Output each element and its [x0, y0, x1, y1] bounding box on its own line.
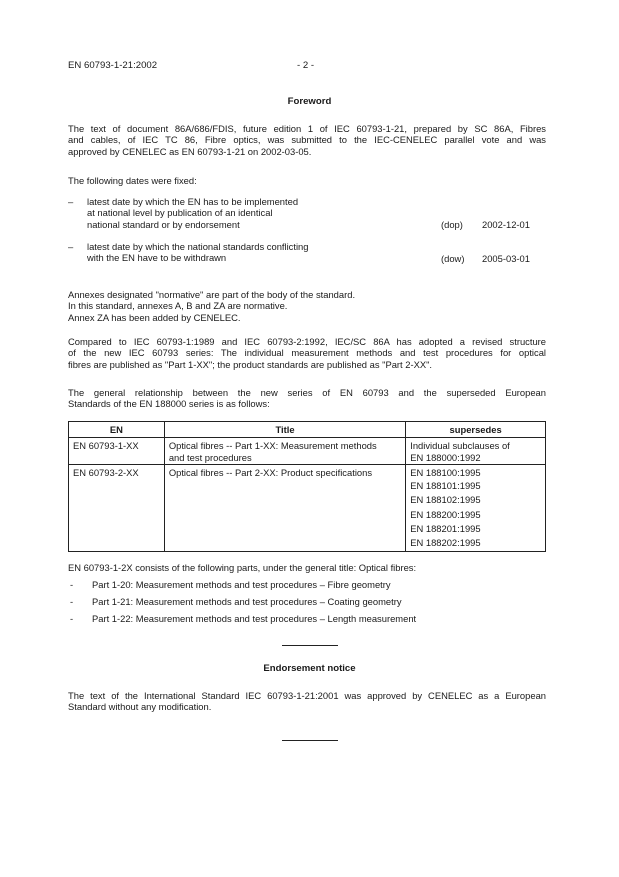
- text-line: In this standard, annexes A, B and ZA are normative.: [68, 300, 288, 312]
- table-row: [69, 465, 546, 552]
- text-line: latest date by which the national standards conflicting: [87, 241, 309, 252]
- text-line: national standard or by endorsement: [87, 218, 240, 230]
- text-line: The general relationship between the new series of EN 60793 and the superseded European: [68, 387, 546, 398]
- text-line: fibres are published as "Part 1-XX"; the product standards are published as "Part 2-XX".: [68, 358, 433, 370]
- endorsement-heading: Endorsement notice: [263, 663, 356, 674]
- text-line: Standard without any modification.: [68, 701, 212, 713]
- dash-bullet: -: [70, 596, 74, 607]
- page-number: - 2 -: [297, 60, 315, 71]
- date-item-dow-text: [87, 241, 309, 264]
- parts-intro: EN 60793-1-2X consists of the following parts, under the general title: Optical fibres:: [68, 562, 417, 573]
- text-line: approved by CENELEC as EN 60793-1-21 on 2002-03-05.: [68, 145, 312, 157]
- relationship-table: [68, 421, 546, 552]
- text-line: latest date by which the EN has to be implemented: [87, 196, 299, 207]
- table-row: [69, 438, 546, 465]
- superseded-standard: EN 188200:1995: [410, 508, 481, 520]
- superseded-standard: EN 188100:1995: [410, 467, 481, 479]
- text-line: The text of document 86A/686/FDIS, future edition 1 of IEC 60793-1-21, prepared by SC 86A, Fibres: [68, 123, 546, 134]
- column-header-title: Title: [164, 422, 405, 438]
- text-line: The text of the International Standard IEC 60793-1-21:2001 was approved by CENELEC as a European: [68, 690, 546, 701]
- text-line: Optical fibres -- Part 2-XX: Product specifications: [168, 467, 373, 479]
- text-line: Individual subclauses of: [410, 440, 510, 452]
- text-line: and cables, of IEC TC 86, Fibre optics, was submitted to the IEC-CENELEC parallel vote and was: [68, 134, 546, 146]
- parts-list-item: Part 1-20: Measurement methods and test procedures – Fibre geometry: [92, 579, 391, 590]
- cell-en: EN 60793-1-XX: [69, 438, 165, 465]
- cell-title: [164, 465, 405, 552]
- text-line: Annexes designated "normative" are part of the body of the standard.: [68, 289, 356, 300]
- dates-intro: The following dates were fixed:: [68, 175, 197, 186]
- superseded-standard: EN 188201:1995: [410, 522, 481, 534]
- text-line: Optical fibres -- Part 1-XX: Measurement methods: [168, 440, 377, 452]
- endorsement-paragraph: [68, 690, 546, 713]
- annex-paragraph: [68, 289, 546, 323]
- document-id: EN 60793-1-21:2002: [68, 60, 158, 71]
- foreword-intro-paragraph: [68, 123, 546, 157]
- text-line: Standards of the EN 188000 series is as follows:: [68, 398, 270, 410]
- foreword-heading: Foreword: [287, 96, 332, 107]
- superseded-standard: EN 188202:1995: [410, 536, 481, 548]
- text-line: with the EN have to be withdrawn: [87, 252, 227, 264]
- dash-bullet: –: [68, 241, 74, 252]
- text-line: at national level by publication of an identical: [87, 207, 273, 219]
- text-line: Compared to IEC 60793-1:1989 and IEC 60793-2:1992, IEC/SC 86A has adopted a revised structure: [68, 336, 546, 347]
- parts-list-item: Part 1-21: Measurement methods and test procedures – Coating geometry: [92, 596, 402, 607]
- date-code-dop: (dop): [441, 219, 463, 230]
- date-item-dop-text: [87, 196, 298, 230]
- date-value-dow: 2005-03-01: [482, 253, 530, 264]
- cell-supersedes: [406, 465, 546, 552]
- column-header-en: EN: [69, 422, 165, 438]
- superseded-standard: EN 188101:1995: [410, 480, 481, 492]
- text-line: EN 188000:1992: [410, 451, 481, 463]
- text-line: Annex ZA has been added by CENELEC.: [68, 311, 241, 323]
- relationship-paragraph: [68, 387, 546, 410]
- table-header-row: [69, 422, 546, 438]
- compared-paragraph: [68, 336, 546, 370]
- cell-supersedes: [406, 438, 546, 465]
- dash-bullet: –: [68, 196, 74, 207]
- date-code-dow: (dow): [441, 253, 465, 264]
- date-value-dop: 2002-12-01: [482, 219, 530, 230]
- parts-list-item: Part 1-22: Measurement methods and test procedures – Length measurement: [92, 613, 417, 624]
- dash-bullet: -: [70, 613, 74, 624]
- column-header-supersedes: supersedes: [406, 422, 546, 438]
- text-line: and test procedures: [168, 451, 252, 463]
- dash-bullet: -: [70, 579, 74, 590]
- text-line: of the new IEC 60793 series: The individual measurement methods and test procedures for optical: [68, 347, 546, 359]
- separator-rule: [282, 740, 338, 741]
- cell-en: EN 60793-2-XX: [69, 465, 165, 552]
- separator-rule: [282, 645, 338, 646]
- superseded-standard: EN 188102:1995: [410, 494, 481, 506]
- cell-title: [164, 438, 405, 465]
